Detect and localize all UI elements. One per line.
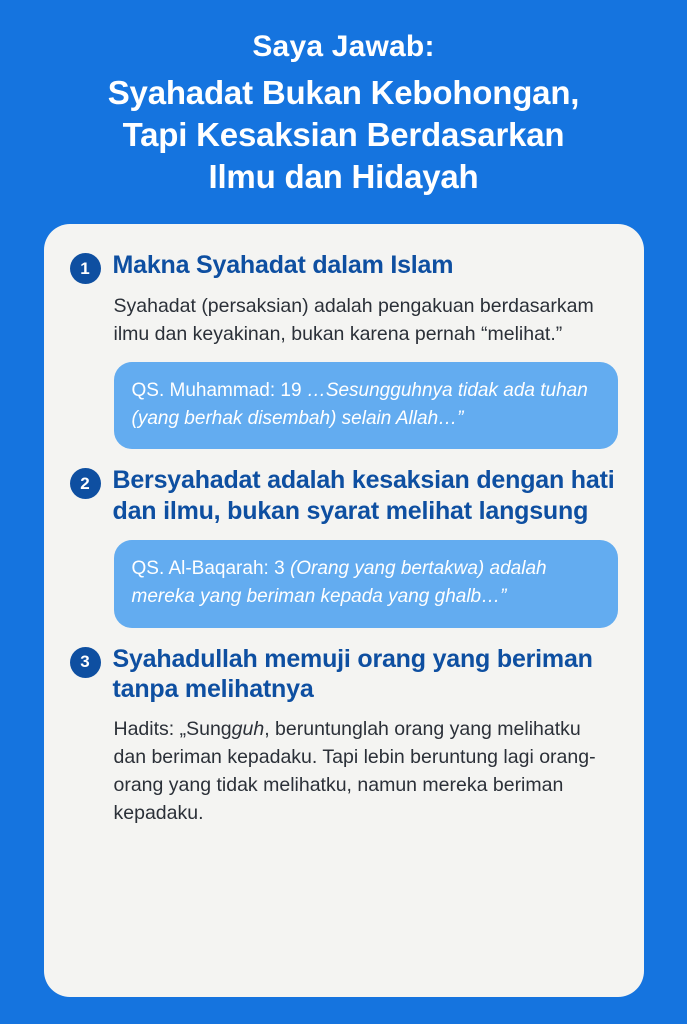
section-1-quote [114,362,618,449]
section-2-title: Bersyahadat adalah kesaksian dengan hati dan ilmu, bukan syarat melihat langsung [112,466,615,525]
header-title-line-1: Syahadat Bukan Kebohongan, [107,73,580,111]
section-3 [70,644,618,827]
section-1-title: Makna Syahadat dalam Islam [112,251,454,280]
section-1-head [70,250,618,284]
section-2-quote-ref: QS. Al-Baqarah: 3 [131,558,285,580]
section-1-number-badge: 1 [70,253,101,284]
section-2-quote [114,540,618,627]
section-2-number-badge: 2 [70,468,101,499]
header-eyebrow: Saya Jawab: [252,30,435,63]
section-1-quote-ref: QS. Muhammad: 19 [131,380,302,402]
header-title [24,72,663,199]
poster-header [0,0,687,208]
header-title-line-3: Ilmu dan Hidayah [208,157,479,195]
section-1-quote-text: …Sesungguhnya tidak ada tuhan (yang berhak disembah) selain Allah…” [131,380,588,429]
section-3-body [114,715,618,827]
section-3-title: Syahadullah memuji orang yang beriman tanpa melihatnya [112,644,593,704]
section-2-head [70,465,618,526]
content-card [44,224,644,997]
section-3-number-badge: 3 [70,647,101,678]
section-3-head [70,644,618,705]
section-1-body: Syahadat (persaksian) adalah pengakuan berdasarkam ilmu dan keyakinan, bukan karena pernah “melihat.” [113,295,594,346]
section-2 [70,465,618,627]
section-3-body-prefix: Hadits: „Sung [113,717,232,740]
header-title-line-2: Tapi Kesaksian Berdasarkan [122,115,565,153]
section-1 [70,250,618,449]
section-3-body-italic: guh [231,717,265,740]
section-3-body-rest: , beruntunglah orang yang melihatku dan beriman kepadaku. Tapi lebin beruntung lagi orang-orang yang tidak melihatku, namun mereka beriman kepadaku. [113,717,596,824]
section-2-quote-text: (Orang yang bertakwa) adalah mereka yang beriman kepada yang ghalb…” [131,558,547,607]
